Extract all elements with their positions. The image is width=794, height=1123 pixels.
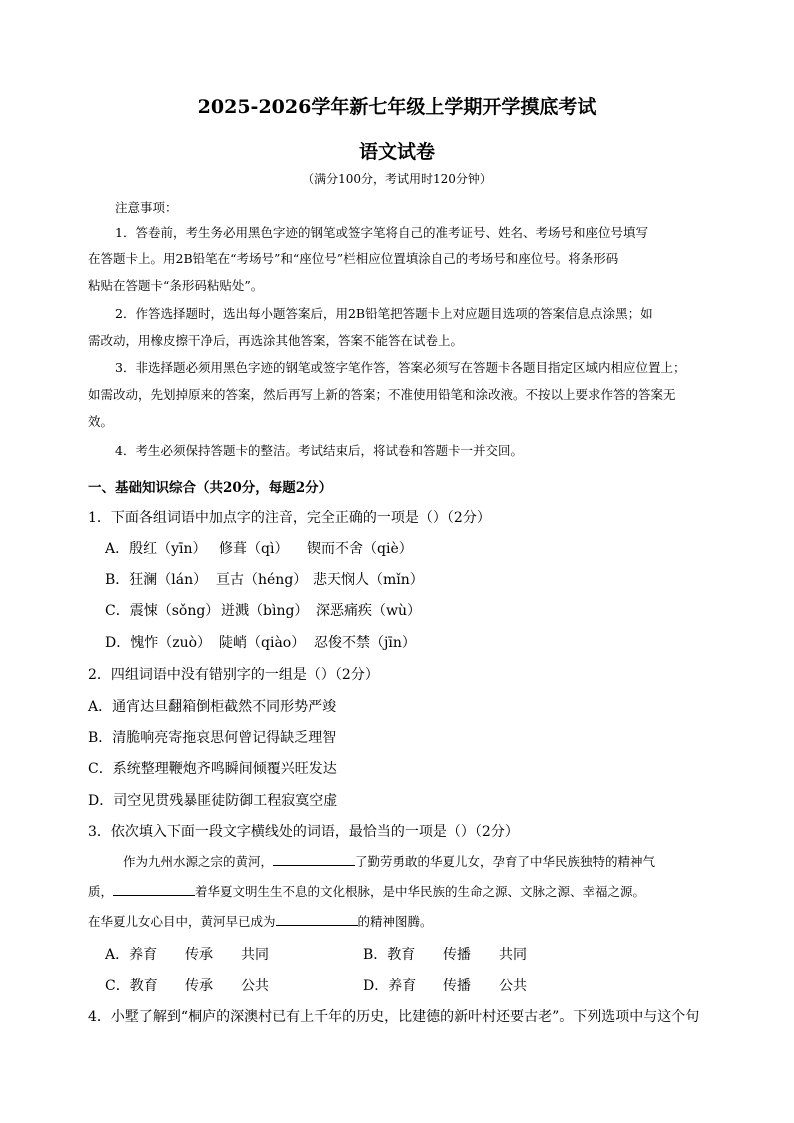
question-1-option-d <box>105 632 416 652</box>
question-3-option-a <box>105 944 269 964</box>
option-word: 公共 <box>499 978 527 994</box>
option-word: 悲天悯人（mǐn） <box>313 572 424 588</box>
option-word: 亘古（héng） <box>216 572 308 588</box>
question-2-option-d: D．司空见贯残暴匪徒防御工程寂寞空虚 <box>88 793 338 809</box>
option-word: D．养育 <box>363 978 417 994</box>
question-2-stem: 2．四组词语中没有错别字的一组是（）（2分） <box>88 667 379 683</box>
instruction-line: 在答题卡上。用2B铅笔在“考场号”和“座位号”栏相应位置填涂自己的考场号和座位号。将条形码 <box>88 251 619 266</box>
question-3-option-b <box>363 944 527 964</box>
option-word: B．教育 <box>363 947 416 963</box>
fill-blank <box>113 883 195 896</box>
option-word: 共同 <box>499 947 527 963</box>
instructions-heading: 注意事项： <box>115 200 178 215</box>
question-3-passage-line <box>88 882 718 900</box>
question-1-option-c <box>105 600 421 620</box>
option-word: 共同 <box>241 947 269 963</box>
question-2-option-c: C．系统整理鞭炮齐鸣瞬间倾覆兴旺发达 <box>88 761 337 777</box>
option-word: 修葺（qì） <box>219 541 289 557</box>
question-3-stem: 3．依次填入下面一段文字横线处的词语，最恰当的一项是（）（2分） <box>88 824 519 840</box>
option-word: C．震悚（sǒng） <box>105 603 220 619</box>
question-1-stem: 1．下面各组词语中加点字的注音，完全正确的一项是（）（2分） <box>88 510 491 526</box>
option-word: A．养育 <box>105 947 158 963</box>
option-word: 迸溅（bìng） <box>221 603 309 619</box>
option-word: D．愧怍（zuò） <box>105 635 212 651</box>
passage-text: 在华夏儿女心目中，黄河早已成为 <box>88 914 276 929</box>
question-4-stem: 4．小墅了解到“桐庐的深澳村已有上千年的历史，比建德的新叶村还要古老”。下列选项中与这个句 <box>88 1009 700 1025</box>
question-2-option-a: A．通宵达旦翻箱倒柜截然不同形势严竣 <box>88 699 337 715</box>
instruction-line: 如需改动，先划掉原来的答案，然后再写上新的答案；不准使用铅笔和涂改液。不按以上要求作答的答案无 <box>88 387 676 402</box>
question-3-passage-line <box>123 852 753 870</box>
option-word: 传播 <box>443 947 471 963</box>
instruction-line: 1．答卷前，考生务必用黑色字迹的钢笔或签字笔将自己的准考证号、姓名、考场号和座位号填写 <box>115 225 648 240</box>
instruction-line: 效。 <box>88 414 114 429</box>
passage-text: 作为九州水源之宗的黄河， <box>123 854 274 869</box>
option-word: 深恶痛疾（wù） <box>316 603 421 619</box>
question-1-option-a <box>105 538 413 558</box>
question-3-passage-line <box>88 912 718 930</box>
instruction-line: 2．作答选择题时，选出每小题答案后，用2B铅笔把答题卡上对应题目选项的答案信息点涂黑；如 <box>115 306 653 321</box>
fill-blank <box>276 913 358 926</box>
instruction-line: 4．考生必须保持答题卡的整洁。考试结束后，将试卷和答题卡一并交回。 <box>115 443 523 458</box>
question-3-option-d <box>363 975 527 995</box>
exam-subtitle: 语文试卷 <box>358 141 435 163</box>
question-3-option-c <box>105 975 269 995</box>
instruction-line: 3．非选择题必须用黑色字迹的钢笔或签字笔作答，答案必须写在答题卡各题目指定区域内相应位置上； <box>115 360 686 375</box>
exam-note: （满分100分，考试用时120分钟） <box>302 172 492 186</box>
option-word: 公共 <box>241 978 269 994</box>
option-word: 锲而不舍（qiè） <box>307 541 413 557</box>
passage-text: 着华夏文明生生不息的文化根脉，是中华民族的生命之源、文脉之源、幸福之源。 <box>195 884 646 899</box>
fill-blank <box>273 853 355 866</box>
option-word: A．殷红（yīn） <box>105 541 207 557</box>
exam-title: 2025-2026学年新七年级上学期开学摸底考试 <box>197 96 597 118</box>
option-word: 陡峭（qiào） <box>219 635 306 651</box>
option-word: 传承 <box>185 978 213 994</box>
passage-text: 了勤劳勇敢的华夏儿女，孕育了中华民族独特的精神气 <box>355 854 656 869</box>
question-2-option-b: B．清脆响亮寄拖哀思何曾记得缺乏理智 <box>88 730 337 746</box>
section-heading: 一、基础知识综合（共20分，每题2分） <box>88 480 333 496</box>
option-word: 忍俊不禁（jīn） <box>314 635 416 651</box>
question-1-option-b <box>105 569 424 589</box>
passage-text: 的精神图腾。 <box>357 914 433 929</box>
option-word: 传承 <box>185 947 213 963</box>
option-word: C．教育 <box>105 978 158 994</box>
instruction-line: 粘贴在答题卡“条形码粘贴处”。 <box>88 278 264 293</box>
option-word: 传播 <box>443 978 471 994</box>
option-word: B．狂澜（lán） <box>105 572 208 588</box>
passage-text: 质， <box>88 884 114 899</box>
instruction-line: 需改动，用橡皮擦干净后，再选涂其他答案，答案不能答在试卷上。 <box>88 333 464 348</box>
